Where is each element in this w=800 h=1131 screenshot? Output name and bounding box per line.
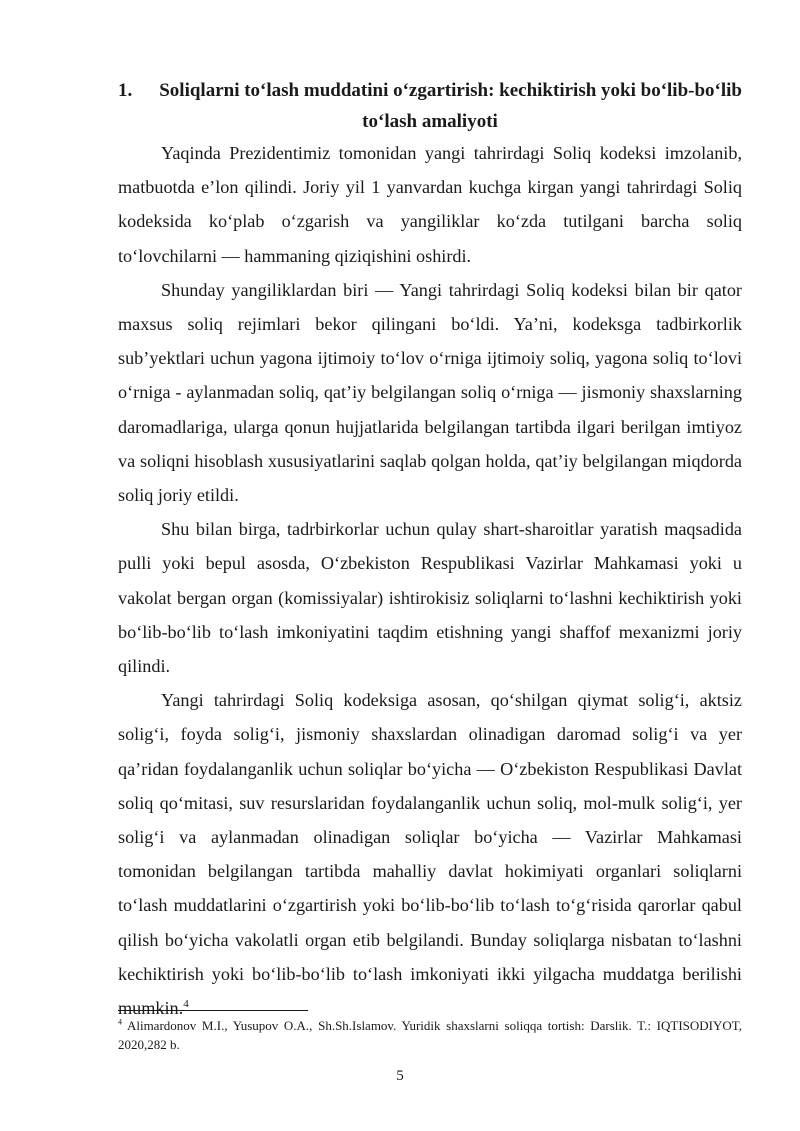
paragraph (118, 512, 742, 683)
footnote (118, 1016, 742, 1054)
paragraph-text: Shunday yangiliklardan biri — Yangi tahrirdagi Soliq kodeksi bilan bir qator maxsus soliq rejimlari bekor qilingani bo‘ldi. Ya’ni, kodeksga tadbirkorlik sub’yektlari uchun yagona ijtimoiy to‘lov o‘rniga ijtimoiy soliq, yagona soliq to‘lovi o‘rniga - aylanmadan soliq, qat’iy belgilangan soliq o‘rniga — jismoniy shaxslarning daromadlariga, ularga qonun hujjatlarida belgilangan tartibda ilgari berilgan imtiyoz va soliqni hisoblash xususiyatlarini saqlab qolgan holda, qat’iy belgilangan miqdorda soliq joriy etildi. (118, 279, 742, 506)
body-text (118, 136, 742, 1025)
heading-title-part-2: to‘lash amaliyoti (362, 111, 498, 132)
footnote-reference[interactable]: 4 (183, 998, 189, 1011)
footnote-mark: 4 (118, 1017, 122, 1027)
footnote-text: Alimardonov M.I., Yusupov O.A., Sh.Sh.Islamov. Yuridik shaxslarni soliqqa tortish: Darslik. T.: IQTISODIYOT, 2020,282 b. (118, 1018, 742, 1052)
section-heading (118, 75, 742, 137)
heading-line-1 (118, 75, 742, 106)
paragraph (118, 273, 742, 512)
paragraph (118, 136, 742, 273)
section-number: 1. (118, 80, 133, 101)
paragraph-text: Yaqinda Prezidentimiz tomonidan yangi tahrirdagi Soliq kodeksi imzolanib, matbuotda e’lon qilindi. Joriy yil 1 yanvardan kuchga kirgan yangi tahrirdagi Soliq kodeksida ko‘plab o‘zgarish va yangiliklar ko‘zda tutilgani barcha soliq to‘lovchilarni — hammaning qiziqishini oshirdi. (118, 143, 742, 266)
paragraph-text: Shu bilan birga, tadrbirkorlar uchun qulay shart-sharoitlar yaratish maqsadida pulli yoki bepul asosda, O‘zbekiston Respublikasi Vazirlar Mahkamasi yoki u vakolat bergan organ (komissiyalar) ishtirokisiz soliqlarni to‘lashni kechiktirish yoki bo‘lib-bo‘lib to‘lash imkoniyatini taqdim etishning yangi shaffof mexanizmi joriy qilindi. (118, 519, 742, 677)
paragraph (118, 683, 742, 1025)
page-number: 5 (396, 1068, 404, 1084)
paragraph-text: Yangi tahrirdagi Soliq kodeksiga asosan, qo‘shilgan qiymat solig‘i, aktsiz solig‘i, foyda solig‘i, jismoniy shaxslardan olinadigan daromad solig‘i va yer qa’ridan foydalanganlik uchun soliqlar bo‘yicha — O‘zbekiston Respublikasi Davlat soliq qo‘mitasi, suv resurslaridan foydalanganlik uchun soliq, mol-mulk solig‘i, yer solig‘i va aylanmadan olinadigan soliqlar bo‘yicha — Vazirlar Mahkamasi tomonidan belgilangan tartibda mahalliy davlat hokimiyati organlari soliqlarni to‘lash muddatlarini o‘zgartirish yoki bo‘lib-bo‘lib to‘lash to‘g‘risida qarorlar qabul qilish bo‘yicha vakolatli organ etib belgilandi. Bunday soliqlarga nisbatan to‘lashni kechiktirish yoki bo‘lib-bo‘lib to‘lash imkoniyati ikki yilgacha muddatga berilishi mumkin. (118, 690, 742, 1019)
heading-title-part-1: Soliqlarni to‘lash muddatini o‘zgartirish: kechiktirish yoki bo‘lib-bo‘lib (159, 80, 742, 101)
footnote-separator (118, 1010, 308, 1011)
